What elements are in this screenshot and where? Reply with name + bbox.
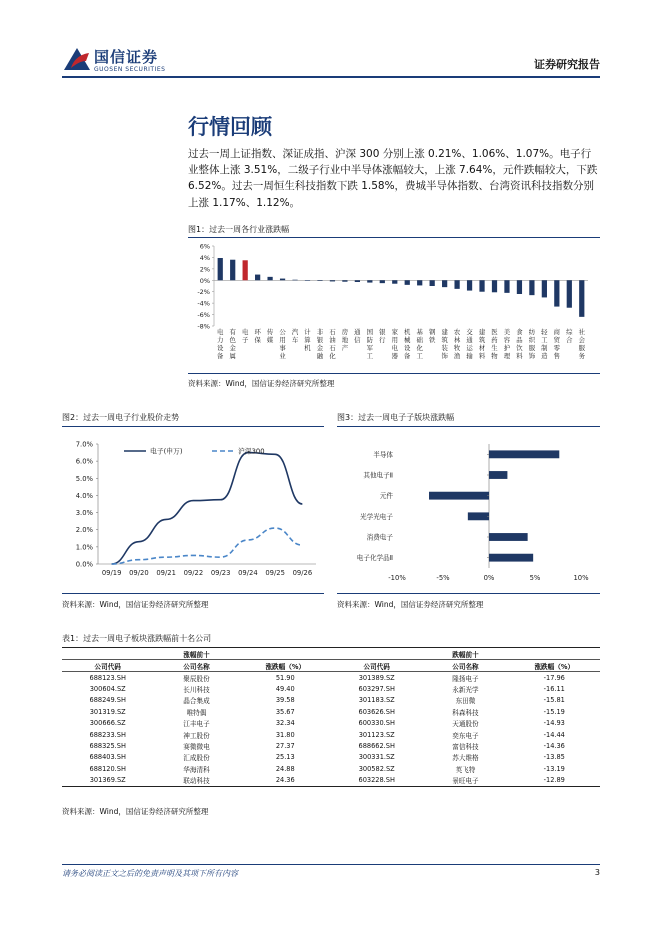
table-cell: 300604.SZ [89,685,126,694]
category-label: 电子化学品Ⅱ [356,554,393,563]
x-tick-label: 环保 [254,328,261,344]
x-tick-label: 09/19 [101,569,122,577]
fig3-top-rule [337,426,600,427]
fig3-bottom-rule [337,593,600,594]
col-header: 涨跌幅（%） [509,660,600,672]
summary-paragraph: 过去一周上证指数、深证成指、沪深 300 分别上涨 0.21%、1.06%、1.07%。电子行业整体上涨 3.51%，二级子行业中半导体涨幅较大，上涨 7.64%，元件跌幅较大，下跌 6.52%。过去一周恒生科技指数下跌 1.58%，费城半导体指数、台湾资讯科技指数分别上涨 1.17%、1.12%。 [188,148,598,209]
x-tick-label: 通信 [354,328,361,344]
table-cell: 天通股份 [452,720,479,729]
table-cell: 隆扬电子 [452,674,479,683]
fig1-title: 图1：过去一周各行业涨跌幅 [188,225,290,234]
x-tick-label: 传媒 [266,328,274,344]
x-tick-label: 有色金属 [229,328,236,360]
bar-国防军工 [367,280,372,282]
bar-建筑材料 [479,280,484,291]
table-cell: -16.11 [543,685,565,694]
x-tick-label: 机械设备 [404,328,411,360]
table-cell: 49.40 [275,685,295,694]
guosen-logo-icon [62,44,92,74]
table-cell: 唯特偶 [186,708,207,717]
bar-商贸零售 [554,280,559,306]
category-label: 半导体 [373,450,393,459]
bar-电子化学品Ⅱ [489,554,533,562]
logo-name-en: GUOSEN SECURITIES [94,66,166,73]
table-cell: 奕东电子 [452,731,479,740]
series-line-沪深300 [112,528,303,564]
table-cell: 39.58 [275,696,295,705]
bar-环保 [255,275,260,281]
fig1-top-rule [188,237,600,238]
x-tick-label: 家用电器 [391,328,398,360]
x-tick-label: 综合 [566,328,573,344]
table-cell: 联动科技 [153,775,239,787]
table-cell: 301389.SZ [358,673,395,682]
table-cell: 英飞特 [455,765,476,774]
y-tick-label: 0.0% [75,560,93,569]
table-cell: 31.80 [275,730,295,739]
bar-半导体 [489,450,559,458]
table-cell: -14.36 [543,742,565,751]
table-cell: 24.88 [275,764,295,773]
table-cell: -17.96 [543,673,565,682]
x-tick-label: 医药生物 [491,328,498,360]
x-tick-label: 纺织服饰 [528,328,536,360]
table-cell: 东田微 [455,697,476,706]
fig2-line-chart [62,430,324,590]
x-tick-label: 0% [483,574,495,582]
section-title: 行情回顾 [188,115,272,139]
table-cell: 688662.SH [358,742,395,751]
table-cell: 300331.SZ [358,753,395,762]
y-tick-label: 2.0% [75,526,93,535]
table-cell: 聚辰股份 [183,674,210,683]
bar-食品饮料 [517,280,522,294]
table-cell: -15.19 [543,707,565,716]
table-cell: 赛微微电 [183,743,210,752]
x-tick-label: 轻工制造 [541,328,548,360]
footer-divider [62,864,600,865]
y-tick-label: 6% [199,242,210,251]
table-row [62,740,600,751]
bar-房地产 [342,280,347,281]
bar-社会服务 [579,280,584,317]
col-header: 公司代码 [62,660,153,672]
bar-光学光电子 [468,512,489,520]
table-cell: 301319.SZ [89,707,126,716]
x-tick-label: 09/24 [238,569,258,577]
y-tick-label: 0% [199,276,210,285]
bar-纺织服饰 [529,280,534,295]
table-cell: 300666.SZ [89,719,126,728]
bar-消费电子 [489,533,528,541]
table-cell: 永新光学 [452,686,479,695]
category-label: 元件 [379,492,393,501]
group-down-label: 跌幅前十 [331,648,600,660]
col-header: 公司名称 [422,660,508,672]
table-cell: 603228.SH [331,775,422,787]
x-tick-label: 09/25 [265,569,285,577]
table-cell: 富信科技 [452,743,479,752]
bar-农林牧渔 [454,280,459,289]
bar-公用事业 [280,279,285,281]
x-tick-label: 商贸零售 [553,328,561,360]
table-row [62,672,600,684]
bar-综合 [567,280,572,307]
table-row [62,683,600,694]
y-tick-label: -4% [197,299,210,308]
table-cell: 603626.SH [358,707,395,716]
bar-非银金融 [317,280,322,281]
y-tick-label: 5.0% [75,474,93,483]
bar-元件 [429,492,489,500]
header-divider [62,76,600,78]
x-tick-label: 石油石化 [329,328,336,360]
x-tick-label: 09/21 [156,569,176,577]
y-tick-label: -8% [197,322,210,331]
x-tick-label: -10% [388,574,406,582]
x-tick-label: 建筑装饰 [441,328,448,360]
table-cell: 长川科技 [183,686,210,695]
y-tick-label: 6.0% [75,457,93,466]
table-cell: 神工股份 [183,731,210,740]
bar-钢铁 [430,280,435,286]
table-cell: 35.67 [275,707,295,716]
table-cell: 688123.SH [89,673,126,682]
legend-label: 沪深300 [238,447,265,456]
fig1-industry-bar-chart [188,240,600,370]
bar-美容护理 [504,280,509,293]
page-number: 3 [594,868,600,877]
x-tick-label: 09/20 [129,569,149,577]
fig1-source: 资料来源：Wind，国信证券经济研究所整理 [188,379,335,388]
fig3-title: 图3：过去一周电子子版块涨跌幅 [337,413,455,422]
table-row [62,729,600,740]
fig1-bottom-rule [188,373,600,374]
bar-石油石化 [330,280,335,281]
col-header: 公司代码 [331,660,422,672]
y-tick-label: 7.0% [75,440,93,449]
bar-通信 [355,280,360,282]
x-tick-label: 银行 [379,328,386,344]
table-cell: 603297.SH [358,685,395,694]
bar-其他电子Ⅱ [489,471,507,479]
table-title: 表1：过去一周电子板块涨跌幅前十名公司 [62,634,212,643]
table-cell: -13.85 [543,753,565,762]
table-cell: 300582.SZ [358,764,395,773]
col-header: 涨跌幅（%） [240,660,331,672]
x-tick-label: 非银金融 [316,328,324,360]
x-tick-label: 食品饮料 [516,328,523,360]
bar-有色金属 [230,260,235,281]
group-up-label: 涨幅前十 [62,648,331,660]
x-tick-label: 社会服务 [578,328,585,360]
table-row [62,706,600,717]
report-type: 证券研究报告 [534,58,600,71]
x-tick-label: 计算机 [304,328,311,352]
table-row [62,763,600,774]
y-tick-label: 1.0% [75,543,93,552]
col-header: 公司名称 [153,660,239,672]
x-tick-label: 房地产 [341,328,349,352]
bar-基础化工 [417,280,422,285]
category-label: 光学光电子 [360,512,393,521]
bar-电子 [243,260,248,280]
x-tick-label: 09/22 [183,569,204,577]
x-tick-label: 电子 [241,328,249,344]
fig2-title: 图2：过去一周电子行业股价走势 [62,413,180,422]
table-cell: -14.93 [543,719,565,728]
x-tick-label: 09/23 [210,569,231,577]
x-tick-label: 钢铁 [428,328,436,344]
y-tick-label: 4% [199,253,210,262]
x-tick-label: 国防军工 [366,328,374,360]
legend-label: 电子(申万) [150,447,183,456]
table-cell: 汇成股份 [183,754,210,763]
table-cell: 华海清科 [183,765,210,774]
fig3-hbar-chart [337,430,600,590]
fig3-source: 资料来源：Wind，国信证券经济研究所整理 [337,600,484,609]
table-cell: 301123.SZ [358,730,395,739]
x-tick-label: 美容护理 [503,328,511,360]
table-cell: 27.37 [275,742,295,751]
x-tick-label: 汽车 [291,328,299,344]
x-tick-label: 公用事业 [279,328,286,360]
table-cell: 24.36 [240,775,331,787]
table-cell: 江丰电子 [183,720,210,729]
table-cell: 科森科技 [452,708,479,717]
table-cell: 688403.SH [89,753,126,762]
x-tick-label: 交通运输 [466,328,473,360]
bar-交通运输 [467,280,472,290]
table-row [62,775,600,787]
table-cell: 景旺电子 [422,775,508,787]
table-cell: 32.34 [275,719,295,728]
table-cell: -12.89 [509,775,600,787]
x-tick-label: -5% [436,574,450,582]
table-cell: 600330.SH [358,719,395,728]
x-tick-label: 基础化工 [416,328,423,360]
y-tick-label: -2% [197,288,210,297]
bar-医药生物 [492,280,497,292]
table-cell: -15.81 [543,696,565,705]
logo-name-cn: 国信证券 [94,48,159,66]
table-source: 资料来源：Wind，国信证券经济研究所整理 [62,807,209,816]
x-tick-label: 10% [573,574,589,582]
table-cell: 301369.SZ [62,775,153,787]
top-ten-table [62,647,600,787]
fig2-top-rule [62,426,324,427]
table-row [62,695,600,706]
category-label: 其他电子Ⅱ [363,471,393,480]
x-tick-label: 建筑材料 [478,328,486,360]
table-cell: 301183.SZ [358,696,395,705]
x-tick-label: 农林牧渔 [453,328,461,360]
bar-机械设备 [405,280,410,285]
x-tick-label: 5% [529,574,541,582]
bar-银行 [380,280,385,283]
table-row [62,752,600,763]
footer-disclaimer: 请务必阅读正文之后的免责声明及其项下所有内容 [62,869,238,878]
table-cell: 25.13 [275,753,295,762]
table-cell: 688325.SH [89,742,126,751]
y-tick-label: 4.0% [75,491,93,500]
table-cell: 688233.SH [89,730,126,739]
y-tick-label: 2% [199,265,210,274]
table-cell: 688249.SH [89,696,126,705]
series-line-电子(申万) [112,453,303,564]
bar-电力设备 [218,258,223,280]
table-cell: 688120.SH [89,764,126,773]
bar-轻工制造 [542,280,547,297]
table-cell: 苏大维格 [452,754,479,763]
y-tick-label: 3.0% [75,509,93,518]
bar-家用电器 [392,280,397,283]
category-label: 消费电子 [366,533,393,542]
y-tick-label: -6% [197,311,210,320]
fig2-source: 资料来源：Wind，国信证券经济研究所整理 [62,600,209,609]
table-cell: 晶合集成 [183,697,210,706]
bar-传媒 [267,277,272,280]
table-row [62,718,600,729]
fig2-bottom-rule [62,593,324,594]
table-cell: -13.19 [543,764,565,773]
x-tick-label: 09/26 [292,569,313,577]
table-cell: -14.44 [543,730,565,739]
x-tick-label: 电力设备 [217,328,224,360]
bar-汽车 [292,280,297,281]
bar-计算机 [305,280,310,281]
bar-建筑装饰 [442,280,447,287]
table-cell: 51.90 [275,673,295,682]
